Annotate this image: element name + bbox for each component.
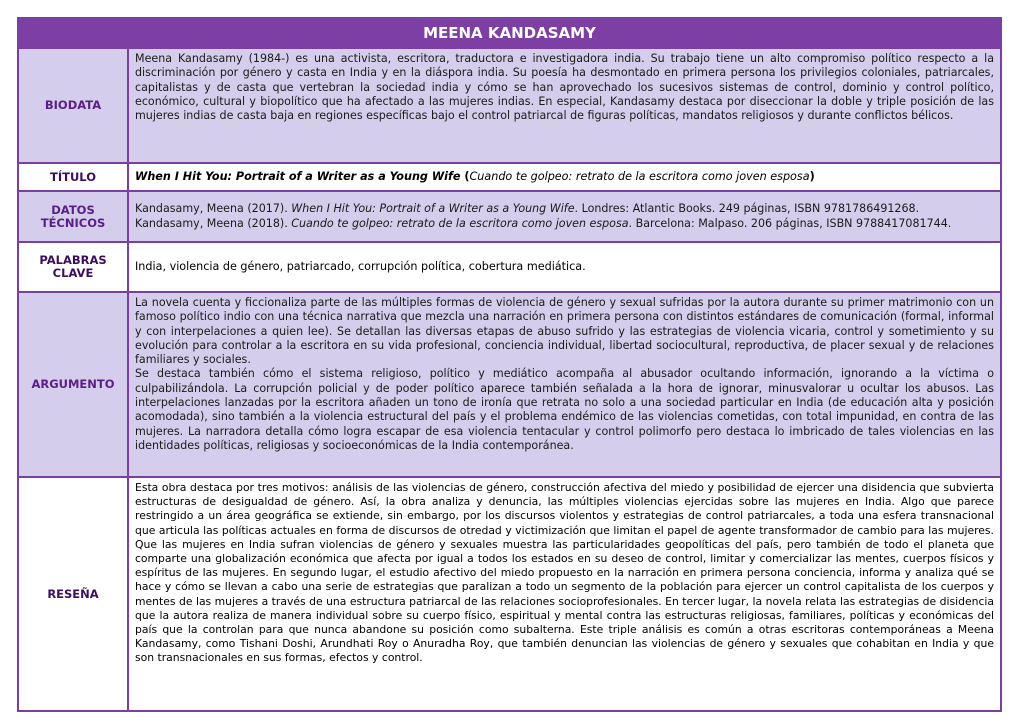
label-titulo: TÍTULO	[19, 164, 129, 190]
argumento-paragraph-2: Se destaca también cómo el sistema religioso, político y mediático acompaña al abusador ocultando información, ignorando a la víctima o culpabilizándola. La corrupción policial y de poder político aparece también señalada a la hora de ignorar, minusvalorar u ocultar los abusos. Las interpelaciones lanzadas por la escritora añaden un tono de ironía que retrata no solo a una sociedad particular en India (de educación alta y posición acomodada), sino también a la violencia estructural del país y el problema endémico de las violencias cometidas, con total impunidad, en contra de las mujeres. La narradora detalla cómo logra escapar de esa violencia tentacular y control polimorfo pero destaca lo imbricado de tales violencias en las identidades políticas, religiosas y socioeconómicas de la India contemporánea.	[135, 367, 994, 452]
resena-text: Esta obra destaca por tres motivos: análisis de las violencias de género, construcción afectiva del miedo y posibilidad de ejercer una disidencia que subvierta estructuras de desigualdad de género. Así, la obra analiza y denuncia, las múltiples violencias ejercidas sobre las mujeres en India. Algo que parece restringido a un área geográfica se extiende, sin embargo, por los discursos violentos y estrategias de control patriarcales, a toda una esfera transnacional que articula las políticas actuales en forma de discursos de otredad y victimización que limitan el papel de agente transformador de cambio para las mujeres. Que las mujeres en India sufran violencias de género y sexuales muestra las particularidades geopolíticas del país, pero también de todo el planeta que comparte una globalización económica que afecta por igual a todos los estados en su deseo de control, limitar y comercializar las mentes, cuerpos físicos y espíritus de las mujeres. En segundo lugar, el estudio afectivo del miedo propuesto en la narración en primera persona conciencia, informa y analiza qué se hace y cómo se llevan a cabo una serie de estrategias que paralizan a todo un segmento de la población para ejercer un control capitalista de los cuerpos y mentes de las mujeres a través de una estructura patriarcal de las relaciones socioprofesionales. En tercer lugar, la novela relata las estrategias de disidencia que la autora realiza de manera individual sobre su cuerpo físico, espiritual y mental contra las estructuras religiosas, familiares, políticas y económicas del país que la controlan para que nunca abandone su posición como subalterna. Este triple análisis es común a otras escritoras contemporáneas a Meena Kandasamy, como Tishani Doshi, Arundhati Roy o Anuradha Roy, que también denuncian las violencias de género y sexuales que cohabitan en India y que son transnacionales en sus formas, efectos y control.	[135, 481, 994, 665]
title-english: When I Hit You: Portrait of a Writer as a Young Wife	[135, 169, 461, 183]
review-sheet	[17, 17, 1002, 712]
content-argumento	[129, 293, 1000, 476]
label-argumento: ARGUMENTO	[19, 293, 129, 476]
row-resena	[19, 478, 1000, 710]
row-argumento	[19, 293, 1000, 478]
keywords-text: India, violencia de género, patriarcado, corrupción política, cobertura mediática.	[135, 259, 586, 273]
biodata-text: Meena Kandasamy (1984-) es una activista, escritora, traductora e investigadora india. Su trabajo tiene un alto compromiso político respecto a la discriminación por género y casta en India y en la diáspora india. Su poesía ha desmontado en primera persona los privilegios coloniales, patriarcales, capitalistas y de casta que vertebran la sociedad india y cómo se han aprovechado los sucesivos sistemas de control, dominio y control político, económico, cultural y biopolítico que ha afectado a las mujeres indias. En especial, Kandasamy destaca por diseccionar la doble y triple posición de las mujeres indias de casta baja en regiones específicas bajo el control patriarcal de figuras políticas, mandatos religiosos y durante conflictos bélicos.	[135, 52, 994, 123]
document-title: MEENA KANDASAMY	[19, 19, 1000, 49]
label-datos: DATOS TÉCNICOS	[19, 192, 129, 241]
row-datos	[19, 192, 1000, 243]
datos-title-es: Cuando te golpeo: retrato de la escritora como joven esposa	[291, 216, 629, 230]
content-datos	[129, 192, 1000, 241]
paren-close: )	[809, 169, 815, 183]
label-biodata: BIODATA	[19, 49, 129, 162]
datos-line-1: Kandasamy, Meena (2017). When I Hit You: Portrait of a Writer as a Young Wife. Londres: Atlantic Books. 249 páginas, ISBN 9781786491268.	[135, 202, 920, 216]
row-titulo	[19, 164, 1000, 192]
content-palabras-clave	[129, 243, 1000, 291]
content-titulo	[129, 164, 1000, 190]
label-palabras-clave: PALABRAS CLAVE	[19, 243, 129, 291]
paren-open: (	[460, 169, 470, 183]
title-spanish-sub: : retrato de la escritora como joven esposa	[568, 169, 810, 183]
label-resena: RESEÑA	[19, 478, 129, 710]
datos-line-2: Kandasamy, Meena (2018). Cuando te golpeo: retrato de la escritora como joven esposa. Barcelona: Malpaso. 206 páginas, ISBN 9788417081744.	[135, 216, 952, 230]
row-palabras-clave	[19, 243, 1000, 293]
argumento-paragraph-1: La novela cuenta y ficcionaliza parte de las múltiples formas de violencia de género y sexual sufridas por la autora durante su primer matrimonio con un famoso político indio con una técnica narrativa que mezcla una narración en primera persona con distintos estándares de comunicación (formal, informal y con interpelaciones a quien lee). Se detallan las diversas etapas de abuso sufrido y las estrategias de violencia vicaria, control y sometimiento y su evolución para controlar a la escritora en su vida profesional, conciencia individual, libertad sociocultural, reproductiva, de placer sexual y de relaciones familiares y sociales.	[135, 296, 994, 367]
datos-title-en: When I Hit You: Portrait of a Writer as a Young Wife	[291, 202, 575, 216]
title-spanish-main: Cuando te golpeo	[469, 169, 569, 183]
content-biodata	[129, 49, 1000, 162]
content-resena	[129, 478, 1000, 710]
row-biodata	[19, 49, 1000, 164]
